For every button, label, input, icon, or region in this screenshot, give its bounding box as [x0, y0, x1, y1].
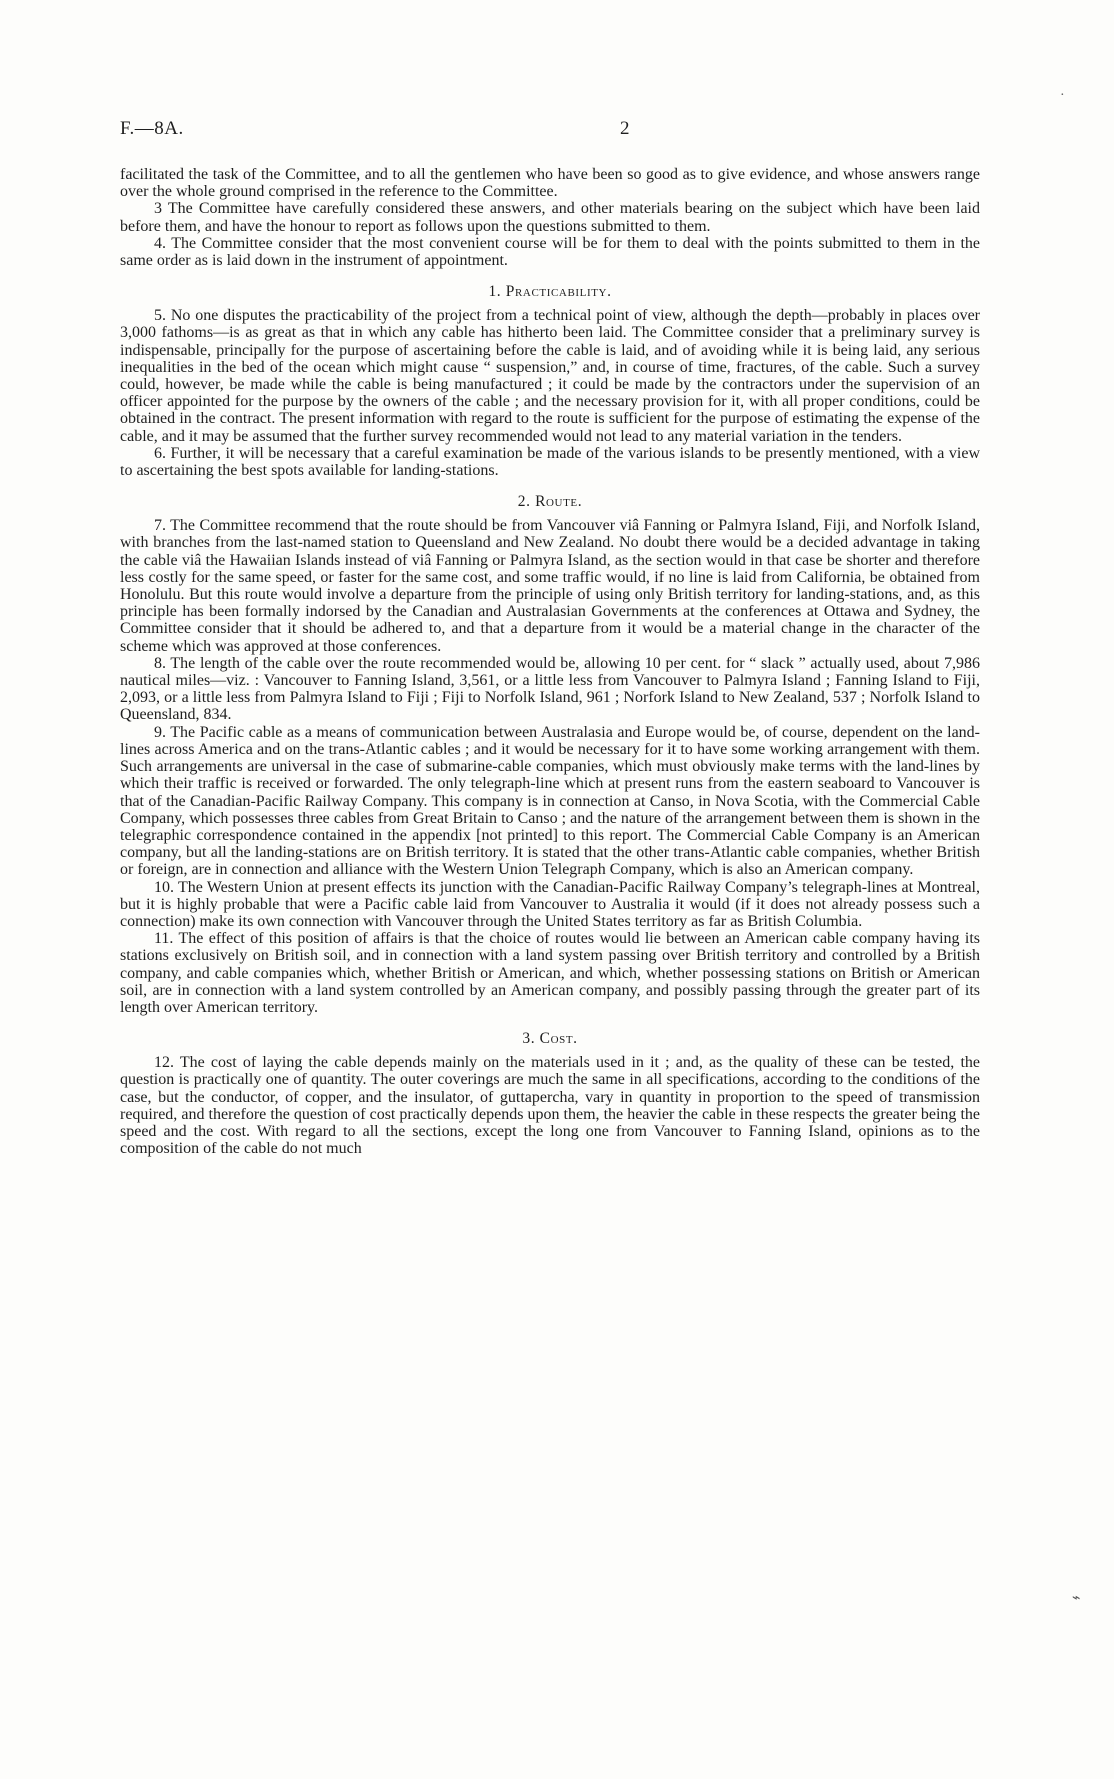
paragraph-9: 9. The Pacific cable as a means of communication between Australasia and Europe would be, of course, dependent on the land-lines across America and on the trans-Atlantic cables ; and it would be necessary for it to have some working arrangement with them. Such arrangements are universal in the case of submarine-cable companies, which must obviously make terms with the land-lines by which their traffic is received or forwarded. The only telegraph-line which at present runs from the eastern seaboard to Vancouver is that of the Canadian-Pacific Railway Company. This company is in connection at Canso, in Nova Scotia, with the Commercial Cable Company, which possesses three cables from Great Britain to Canso ; and the nature of the arrangement between them is shown in the telegraphic correspondence contained in the appendix [not printed] to this report. The Commercial Cable Company is an American company, but all the landing-stations are on British territory. It is stated that the other trans-Atlantic cable companies, whether British or foreign, are in connection and alliance with the Western Union Telegraph Company, which is also an American company.: [120, 723, 980, 879]
report-body: [120, 166, 980, 1157]
paragraph-8: 8. The length of the cable over the route recommended would be, allowing 10 per cent. for “ slack ” actually used, about 7,986 nautical miles—viz. : Vancouver to Fanning Island, 3,561, or a little less from Vancouver to Palmyra Island ; Fanning Island to Fiji, 2,093, or a little less from Palmyra Island to Fiji ; Fiji to Norfolk Island, 961 ; Norfork Island to New Zealand, 537 ; Norfolk Island to Queensland, 834.: [120, 654, 980, 724]
margin-speck: ·: [1060, 88, 1065, 103]
paragraph-7: 7. The Committee recommend that the route should be from Vancouver viâ Fanning or Palmyra Island, Fiji, and Norfolk Island, with branches from the last-named station to Queensland and New Zealand. No doubt there would be a decided advantage in taking the cable viâ the Hawaiian Islands instead of viâ Fanning or Palmyra Island, as the section would in that case be shorter and therefore less costly for the same speed, or faster for the same cost, and some traffic would, if no line is laid from California, be obtained from Honolulu. But this route would involve a departure from the principle of using only British territory for landing-stations, and, as this principle has been formally indorsed by the Canadian and Australasian Governments at the conferences at Ottawa and Sydney, the Committee consider that it should be adhered to, and that a departure from it would be a material change in the character of the scheme which was approved at those conferences.: [120, 517, 980, 655]
section-heading-practicability: 1. Practicability.: [488, 283, 612, 301]
paragraph-5: 5. No one disputes the practicability of the project from a technical point of view, although the depth—probably in places over 3,000 fathoms—is as great as that in which any cable has hitherto been laid. The Committee consider that a preliminary survey is indispensable, principally for the purpose of ascertaining before the cable is laid, and of avoiding while it is being laid, any serious inequalities in the bed of the ocean which might cause “ suspension,” and, in course of time, fractures, of the cable. Such a survey could, however, be made while the cable is being manufactured ; it could be made by the contractors under the supervision of an officer appointed for the purpose by the owners of the cable ; and the necessary provision for it, with all proper conditions, could be obtained in the contract. The present information with regard to the route is sufficient for the purpose of estimating the expense of the cable, and it may be assumed that the further survey recommended would not lead to any material variation in the tenders.: [120, 307, 980, 445]
margin-pencil-mark: ⌁: [1072, 1591, 1081, 1606]
paragraph-11: 11. The effect of this position of affairs is that the choice of routes would lie between an American cable company having its stations exclusively on British soil, and in connection with a land system passing over British territory and controlled by a British company, and cable companies which, whether British or American, and which, whether possessing stations on British or American soil, are in connection with a land system controlled by an American company, and possibly passing through the greater part of its length over American territory.: [120, 930, 980, 1016]
paragraph-4: 4. The Committee consider that the most convenient course will be for them to deal with the points submitted to them in the same order as is laid down in the instrument of appointment.: [120, 234, 980, 270]
paragraph-continuation: facilitated the task of the Committee, and to all the gentlemen who have been so good as to give evidence, and whose answers range over the whole ground comprised in the reference to the Committee.: [120, 166, 980, 201]
paragraph-6: 6. Further, it will be necessary that a careful examination be made of the various islands to be presently mentioned, with a view to ascertaining the best spots available for landing-stations.: [120, 444, 980, 480]
section-heading-cost: 3. Cost.: [522, 1030, 578, 1048]
page-number: 2: [620, 118, 630, 139]
paragraph-10: 10. The Western Union at present effects its junction with the Canadian-Pacific Railway Company’s telegraph-lines at Montreal, but it is highly probable that were a Pacific cable laid from Vancouver to Australia it would (if it does not already possess such a connection) make its own connection with Vancouver through the United States territory as far as British Columbia.: [120, 878, 980, 930]
paragraph-3: 3 The Committee have carefully considered these answers, and other materials bearing on the subject which have been laid before them, and have the honour to report as follows upon the questions submitted to them.: [120, 200, 980, 235]
page-header: [120, 118, 980, 148]
paragraph-12: 12. The cost of laying the cable depends mainly on the materials used in it ; and, as the quality of these can be tested, the question is practically one of quantity. The outer coverings are much the same in all specifications, according to the conditions of the case, but the conductor, of copper, and the insulator, of guttapercha, vary in quantity in proportion to the speed of transmission required, and therefore the question of cost practically depends upon them, the heavier the cable in these respects the greater being the speed and the cost. With regard to all the sections, except the long one from Vancouver to Fanning Island, opinions as to the composition of the cable do not much: [120, 1054, 980, 1158]
section-heading-route: 2. Route.: [517, 493, 583, 511]
document-reference: F.—8A.: [120, 118, 184, 139]
